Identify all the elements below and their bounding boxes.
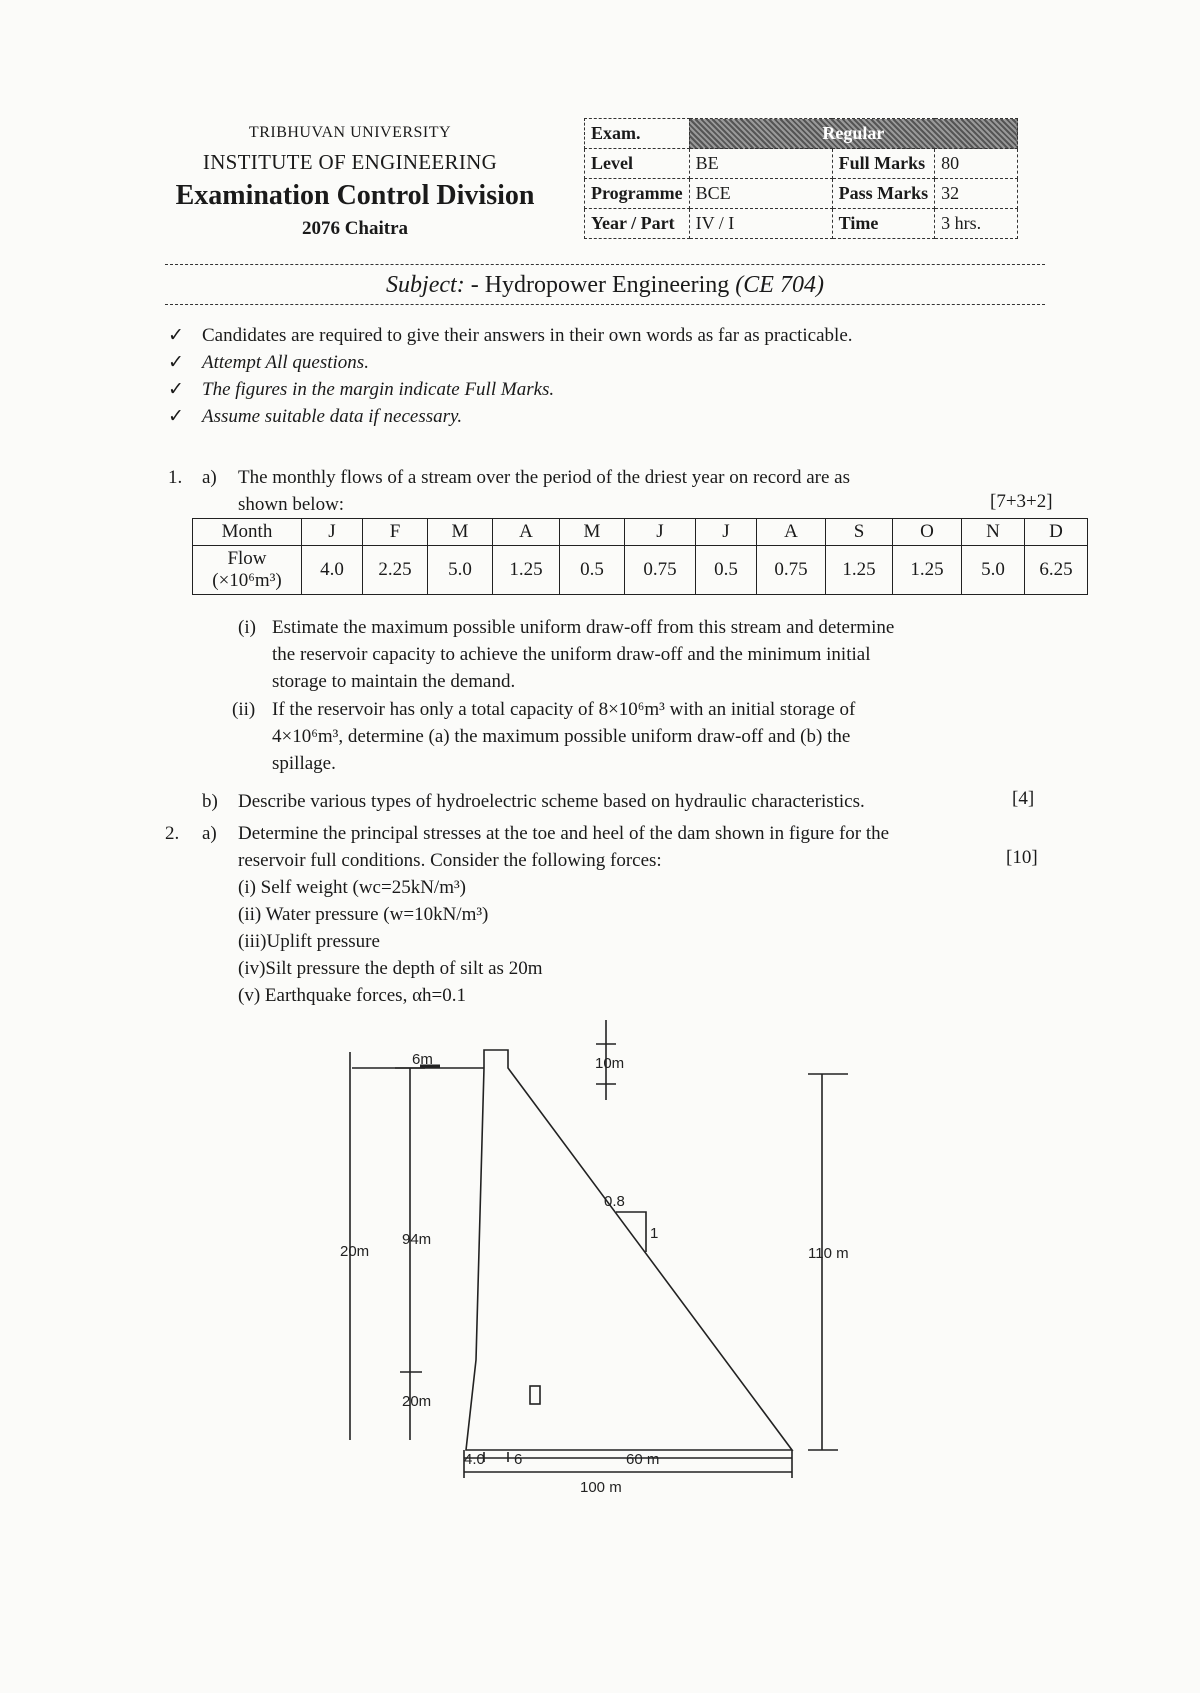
programme-value: BCE [689,179,832,209]
q1a-text: The monthly flows of a stream over the period of the driest year on record are as shown below: [238,467,850,515]
flow-header: Flow (×10⁶m³) [193,546,302,595]
q2a-text: Determine the principal stresses at the toe and heel of the dam shown in figure for the reservoir full conditions. Consider the following forces: [238,823,890,871]
q1a-label: a) [202,467,217,488]
university-name: TRIBHUVAN UNIVERSITY [248,124,452,141]
q1b-text: Describe various types of hydroelectric scheme based on hydraulic characteristics. [238,791,865,812]
month-cell: A [493,519,560,546]
subject-dash: - [464,272,485,298]
level-label: Level [585,149,690,179]
level-value: BE [689,149,832,179]
pass-marks-value: 32 [935,179,1018,209]
instruction-1: ✓ Candidates are required to give their answers in their own words as far as practicable. [168,325,853,346]
flow-cell: 6.25 [1025,546,1088,595]
q1a-i-text: Estimate the maximum possible uniform draw-off from this stream and determine the reservoir capacity to achieve the uniform draw-off and the minimum initial storage to maintain the demand. [272,617,895,692]
month-cell: J [302,519,363,546]
dim-total-left: 20m [340,1243,370,1260]
month-cell: F [363,519,428,546]
time-value: 3 hrs. [935,209,1018,239]
force-3: (iii)Uplift pressure [238,931,380,952]
check-icon: ✓ [168,406,184,427]
dam-outline [466,1050,792,1450]
dim-freeboard: 10m [595,1055,625,1072]
year-part-label: Year / Part [585,209,690,239]
year-part-value: IV / I [689,209,832,239]
month-cell: O [893,519,962,546]
dim-water: 94m [402,1231,432,1248]
month-cell: J [625,519,696,546]
q1b-marks: [4] [1012,788,1035,809]
subject-name: Hydropower Engineering [484,272,730,298]
instruction-2: ✓ Attempt All questions. [168,352,369,373]
flow-cell: 0.75 [625,546,696,595]
q1a-marks: [7+3+2] [990,491,1053,512]
subject-code: (CE 704) [735,272,824,298]
q1a-ii-label: (ii) [232,699,256,720]
subject-label: Subject: [386,272,465,298]
flow-cell: 0.5 [696,546,757,595]
instruction-3: ✓ The figures in the margin indicate Full Marks. [168,379,555,400]
month-cell: D [1025,519,1088,546]
exam-value: Regular [689,119,1018,149]
check-icon: ✓ [168,352,184,373]
q2a-marks: [10] [1006,847,1038,868]
institute-name: INSTITUTE OF ENGINEERING [202,150,498,174]
time-label: Time [832,209,935,239]
flow-cell: 2.25 [363,546,428,595]
dim-heel-offset: 4.0 [464,1451,485,1468]
flow-cell: 4.0 [302,546,363,595]
force-2: (ii) Water pressure (w=10kN/m³) [238,904,489,925]
dim-height-right: 110 m [808,1245,849,1262]
force-4: (iv)Silt pressure the depth of silt as 20m [238,958,543,979]
month-cell: J [696,519,757,546]
flow-cell: 0.75 [757,546,826,595]
programme-label: Programme [585,179,690,209]
check-icon: ✓ [168,325,184,346]
pass-marks-label: Pass Marks [832,179,935,209]
q2-number: 2. [165,823,180,844]
division-title: Examination Control Division [175,180,535,211]
dim-slope: 0.8 [604,1193,625,1210]
q2a-label: a) [202,823,217,844]
full-marks-label: Full Marks [832,149,935,179]
full-marks-value: 80 [935,149,1018,179]
dim-slope-v: 1 [650,1225,659,1242]
dim-toe-run: 60 m [626,1451,660,1468]
dim-top-width: 6m [412,1051,433,1068]
dim-silt: 20m [402,1393,432,1410]
flow-cell: 1.25 [893,546,962,595]
flow-cell: 1.25 [493,546,560,595]
q1-number: 1. [168,467,183,488]
exam-label: Exam. [585,119,690,149]
q1b-label: b) [202,791,218,812]
flow-cell: 1.25 [826,546,893,595]
instruction-4: ✓ Assume suitable data if necessary. [168,406,463,427]
month-cell: S [826,519,893,546]
force-1: (i) Self weight (wc=25kN/m³) [238,877,466,898]
month-header: Month [193,519,302,546]
q1a-i-label: (i) [238,617,256,638]
exam-session: 2076 Chaitra [301,218,409,239]
month-cell: M [428,519,493,546]
month-cell: A [757,519,826,546]
month-cell: N [962,519,1025,546]
dim-base: 100 m [580,1479,622,1496]
force-5: (v) Earthquake forces, αh=0.1 [238,985,466,1006]
drainage-gallery [530,1386,540,1404]
dim-top-offset: 6 [514,1451,523,1468]
check-icon: ✓ [168,379,184,400]
q1a-ii-text: If the reservoir has only a total capacity of 8×10⁶m³ with an initial storage of 4×10⁶m³, determine (a) the maximum possible uniform draw-off and (b) the spillage. [272,699,856,774]
flow-cell: 5.0 [428,546,493,595]
flow-cell: 5.0 [962,546,1025,595]
month-cell: M [560,519,625,546]
flow-cell: 0.5 [560,546,625,595]
